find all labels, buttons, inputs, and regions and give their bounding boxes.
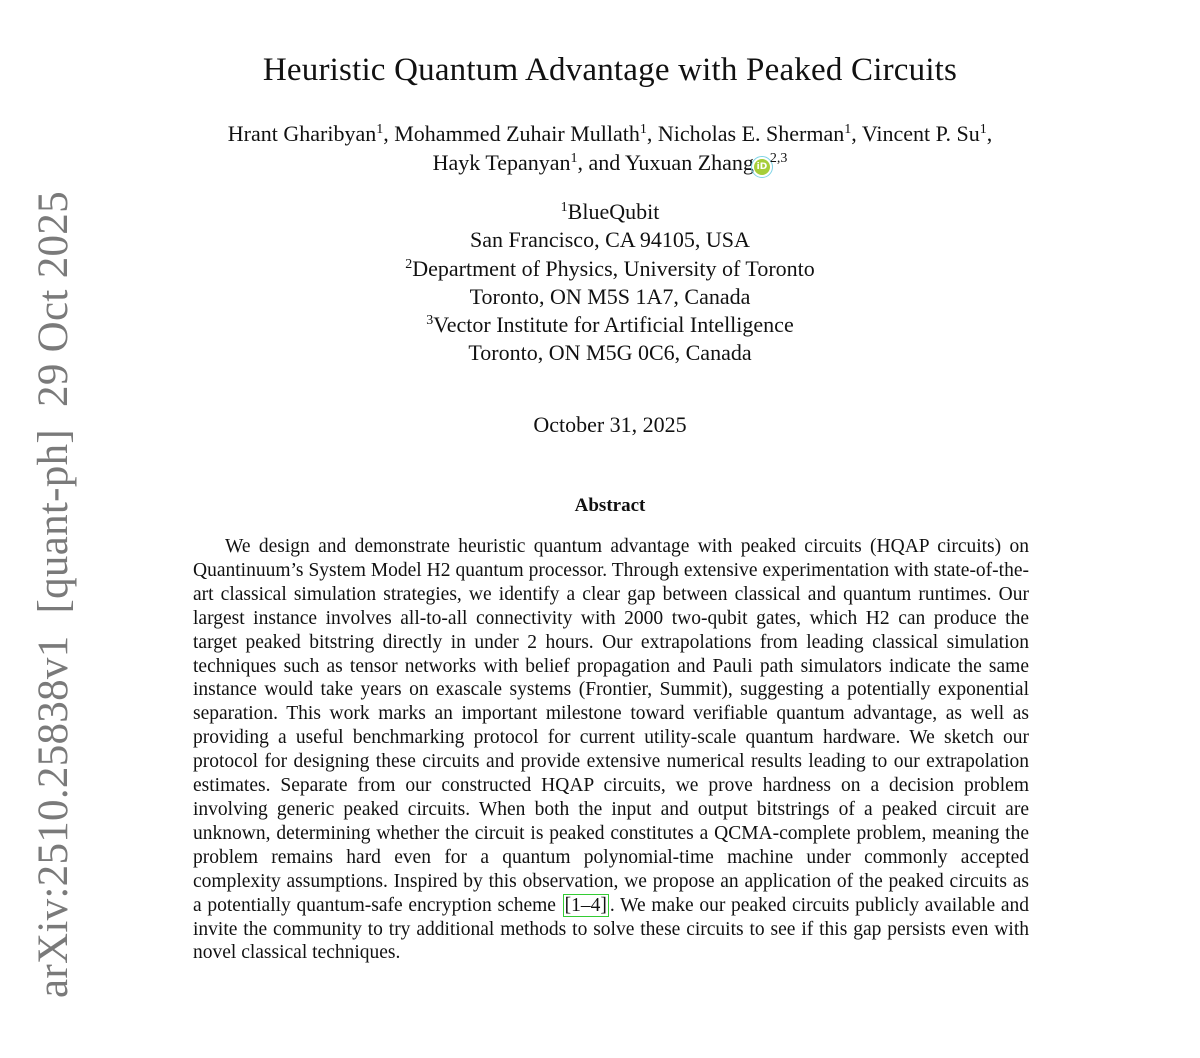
- paper-date: October 31, 2025: [533, 412, 687, 437]
- author: Hrant Gharibyan$^1$,: [227, 121, 395, 146]
- abstract-text-end: . We make our peaked circuits publicly available and invite the community to try additional methods to solve these circuits to see if this gap persists even with novel classical techniques.: [193, 894, 1030, 964]
- author: Yuxuan Zhang iD$^{2,3}$: [624, 150, 788, 175]
- affiliation-address: San Francisco, CA 94105, USA: [470, 227, 750, 253]
- arxiv-date: 29 Oct 2025: [30, 191, 77, 407]
- paper-title: Heuristic Quantum Advantage with Peaked Circuits: [262, 52, 958, 88]
- affiliation-name: $^1$BlueQubit: [560, 199, 660, 224]
- affiliation-address: Toronto, ON M5G 0C6, Canada: [468, 340, 752, 366]
- author: Nicholas E. Sherman$^1$,: [657, 121, 862, 146]
- citation-link[interactable]: [1–4]: [564, 894, 607, 916]
- affiliation-name: $^2$Department of Physics, University of Toronto: [405, 255, 815, 281]
- author: Vincent P. Su$^1$,: [861, 121, 993, 146]
- arxiv-category: [quant-ph]: [30, 428, 77, 614]
- abstract-body: [193, 535, 1029, 965]
- affiliation-name: $^3$Vector Institute for Artificial Intelligence: [426, 312, 794, 338]
- abstract-text: We design and demonstrate heuristic quantum advantage with peaked circuits (HQAP circuits) on Quantinuum’s System Model H2 quantum processor. Through extensive experimentation with state-of-the-art classical simulation strategies, we identify a clear gap between classical and quantum runtimes. Our largest instance involves all-to-all connectivity with 2000 two-qubit gates, which H2 can produce the target peaked bitstring directly in under 2 hours. Our extrapolations from leading classical simulation techniques such as tensor networks with belief propagation and Pauli path simulators indicate the same instance would take years on exascale systems (Frontier, Summit), suggesting a potentially exponential separation. This work marks an important milestone toward verifiable quantum advantage, as well as providing a useful benchmarking protocol for current utility-scale quantum hardware. We sketch our protocol for designing these circuits and provide extensive numerical results leading to our extrapolation estimates. Separate from our constructed HQAP circuits, we prove hardness on a decision problem involving generic peaked circuits. When both the input and output bitstrings of a peaked circuit are unknown, determining whether the circuit is peaked constitutes a QCMA-complete problem, meaning the problem remains hard even for a quantum polynomial-time machine under commonly accepted complexity assumptions. Inspired by this observation, we propose an application of the peaked circuits as a potentially quantum-safe encryption scheme: [193, 536, 1029, 916]
- abstract-heading: Abstract: [574, 495, 646, 516]
- arxiv-id: arXiv:2510.25838v1: [30, 635, 77, 998]
- orcid-icon[interactable]: iD: [754, 159, 770, 175]
- affiliation-address: Toronto, ON M5S 1A7, Canada: [469, 283, 751, 309]
- author: Mohammed Zuhair Mullath$^1$,: [394, 121, 658, 146]
- affiliations: [0, 198, 1200, 368]
- author-list: [140, 119, 1080, 177]
- author: Hayk Tepanyan$^1$, and: [432, 150, 625, 175]
